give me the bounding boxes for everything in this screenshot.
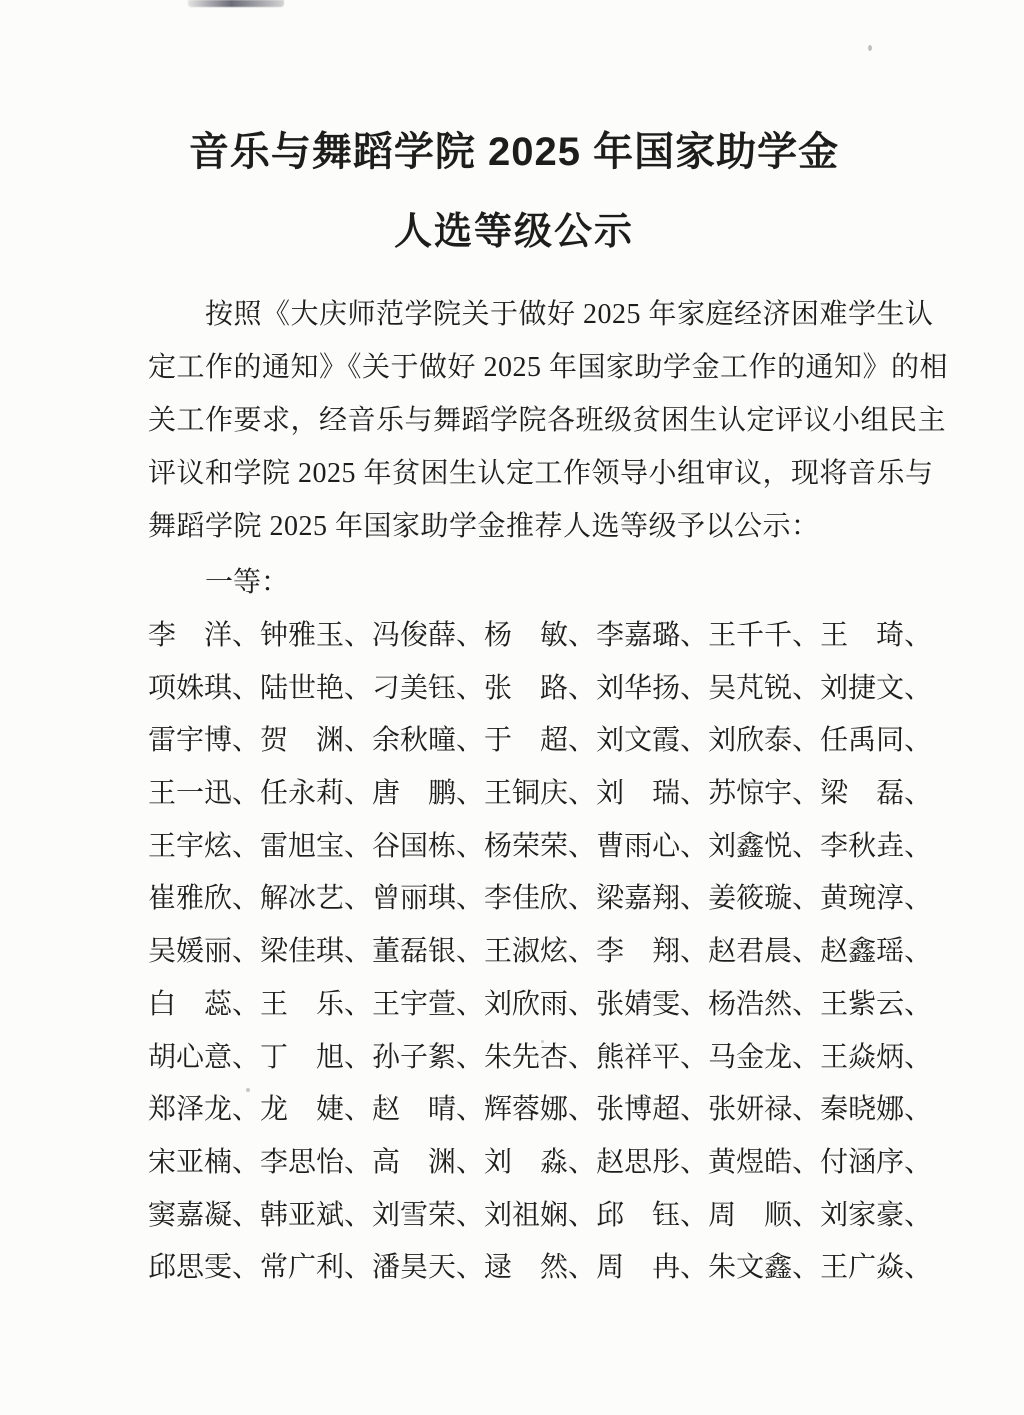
student-name: 张妍禄、 — [708, 1094, 821, 1126]
student-name: 郑泽龙、 — [148, 1094, 261, 1126]
first-grade-name-list — [148, 610, 933, 1295]
student-name: 秦晓娜、 — [820, 1094, 933, 1126]
student-name: 辉蓉娜、 — [484, 1094, 597, 1126]
student-name: 项姝琪、 — [148, 672, 261, 704]
student-name: 唐 鹏、 — [372, 778, 485, 810]
student-name: 韩亚斌、 — [260, 1199, 373, 1231]
student-name: 邱 钰、 — [596, 1199, 709, 1231]
student-name: 钟雅玉、 — [260, 620, 373, 651]
student-name: 周 顺、 — [708, 1199, 821, 1231]
student-name: 白 蕊、 — [148, 988, 261, 1020]
name-row — [148, 1137, 933, 1190]
name-row — [148, 610, 933, 663]
student-name: 刘 瑞、 — [596, 778, 709, 810]
student-name: 李 翔、 — [596, 936, 709, 968]
student-name: 余秋曈、 — [372, 725, 485, 757]
paragraph-line: 定工作的通知》《关于做好 2025 年国家助学金工作的通知》的相 — [148, 352, 949, 383]
student-name: 王 琦、 — [820, 620, 933, 651]
student-name: 雷宇博、 — [148, 725, 261, 757]
name-row — [148, 768, 933, 821]
student-name: 黄琬淳、 — [820, 883, 933, 915]
name-row — [148, 715, 933, 768]
student-name: 刘雪荣、 — [372, 1199, 485, 1231]
name-row — [148, 663, 933, 716]
student-name: 刘祖娴、 — [484, 1199, 597, 1231]
student-name: 王铜庆、 — [484, 778, 597, 810]
name-row — [148, 926, 933, 979]
student-name: 王千千、 — [708, 620, 821, 651]
student-name: 梁嘉翔、 — [596, 883, 709, 915]
grade-section-label-row — [148, 556, 880, 609]
student-name: 刘 淼、 — [484, 1146, 597, 1178]
student-name: 李佳欣、 — [484, 883, 597, 915]
student-name: 李嘉璐、 — [596, 620, 709, 651]
student-name: 王一迅、 — [148, 778, 261, 810]
student-name: 黄煜皓、 — [708, 1146, 821, 1178]
student-name: 常广利、 — [260, 1252, 373, 1284]
student-name: 曾丽琪、 — [372, 883, 485, 915]
student-name: 任永莉、 — [260, 778, 373, 810]
paragraph-line: 舞蹈学院 2025 年国家助学金推荐人选等级予以公示： — [148, 511, 820, 542]
student-name: 孙子絮、 — [372, 1041, 485, 1073]
paragraph-line: 按照《大庆师范学院关于做好 2025 年家庭经济困难学生认 — [205, 299, 934, 330]
student-name: 朱文鑫、 — [708, 1252, 821, 1284]
student-name: 任禹同、 — [820, 725, 933, 757]
title-line-1: 音乐与舞蹈学院 2025 年国家助学金 — [188, 130, 840, 174]
name-row — [148, 1190, 933, 1243]
name-row — [148, 821, 933, 874]
student-name: 冯俊薛、 — [372, 620, 485, 651]
student-name: 李 洋、 — [148, 620, 261, 651]
student-name: 张婧雯、 — [596, 988, 709, 1020]
student-name: 邱思雯、 — [148, 1252, 261, 1284]
student-name: 苏惊宇、 — [708, 778, 821, 810]
intro-paragraph — [148, 288, 949, 553]
student-name: 杨浩然、 — [708, 988, 821, 1020]
document-title — [148, 124, 880, 260]
student-name: 曹雨心、 — [596, 830, 709, 862]
student-name: 赵君晨、 — [708, 936, 821, 968]
name-row — [148, 979, 933, 1032]
student-name: 刘华扬、 — [596, 672, 709, 704]
student-name: 吴芃锐、 — [708, 672, 821, 704]
student-name: 吴媛丽、 — [148, 936, 261, 968]
student-name: 潘昊天、 — [372, 1252, 485, 1284]
student-name: 崔雅欣、 — [148, 883, 261, 915]
student-name: 李秋垚、 — [820, 830, 933, 862]
student-name: 雷旭宝、 — [260, 830, 373, 862]
student-name: 胡心意、 — [148, 1041, 261, 1073]
student-name: 龙 婕、 — [260, 1094, 373, 1126]
student-name: 董磊银、 — [372, 936, 485, 968]
student-name: 王焱炳、 — [820, 1041, 933, 1073]
student-name: 王宇炫、 — [148, 830, 261, 862]
student-name: 解冰艺、 — [260, 883, 373, 915]
student-name: 杨荣荣、 — [484, 830, 597, 862]
student-name: 刘欣泰、 — [708, 725, 821, 757]
name-row — [148, 873, 933, 926]
name-row — [148, 1242, 933, 1295]
grade-label: 一等： — [205, 567, 290, 598]
student-name: 杨 敏、 — [484, 620, 597, 651]
student-name: 王紫云、 — [820, 988, 933, 1020]
student-name: 丁 旭、 — [260, 1041, 373, 1073]
student-name: 梁佳琪、 — [260, 936, 373, 968]
student-name: 刘鑫悦、 — [708, 830, 821, 862]
paragraph-line: 关工作要求，经音乐与舞蹈学院各班级贫困生认定评议小组民主 — [148, 405, 947, 436]
student-name: 于 超、 — [484, 725, 597, 757]
student-name: 姜筱璇、 — [708, 883, 821, 915]
student-name: 刘捷文、 — [820, 672, 933, 704]
student-name: 高 渊、 — [372, 1146, 485, 1178]
student-name: 刘文霞、 — [596, 725, 709, 757]
student-name: 谷国栋、 — [372, 830, 485, 862]
student-name: 张 路、 — [484, 672, 597, 704]
student-name: 逯 然、 — [484, 1252, 597, 1284]
student-name: 赵思彤、 — [596, 1146, 709, 1178]
student-name: 梁 磊、 — [820, 778, 933, 810]
student-name: 王淑炫、 — [484, 936, 597, 968]
student-name: 王 乐、 — [260, 988, 373, 1020]
student-name: 贺 渊、 — [260, 725, 373, 757]
student-name: 陆世艳、 — [260, 672, 373, 704]
paragraph-line: 评议和学院 2025 年贫困生认定工作领导小组审议，现将音乐与 — [148, 458, 934, 489]
student-name: 周 冉、 — [596, 1252, 709, 1284]
title-line-2: 人选等级公示 — [393, 211, 634, 253]
student-name: 窦嘉凝、 — [148, 1199, 261, 1231]
student-name: 宋亚楠、 — [148, 1146, 261, 1178]
student-name: 赵 晴、 — [372, 1094, 485, 1126]
name-row — [148, 1032, 933, 1085]
student-name: 刘家豪、 — [820, 1199, 933, 1231]
student-name: 熊祥平、 — [596, 1041, 709, 1073]
name-row — [148, 1084, 933, 1137]
student-name: 刘欣雨、 — [484, 988, 597, 1020]
student-name: 朱先杏、 — [484, 1041, 597, 1073]
student-name: 刁美钰、 — [372, 672, 485, 704]
student-name: 李思怡、 — [260, 1146, 373, 1178]
student-name: 赵鑫瑶、 — [820, 936, 933, 968]
student-name: 马金龙、 — [708, 1041, 821, 1073]
student-name: 王广焱、 — [820, 1252, 933, 1284]
document-content — [148, 0, 949, 1295]
student-name: 王宇萱、 — [372, 988, 485, 1020]
student-name: 付涵序、 — [820, 1146, 933, 1178]
student-name: 张博超、 — [596, 1094, 709, 1126]
